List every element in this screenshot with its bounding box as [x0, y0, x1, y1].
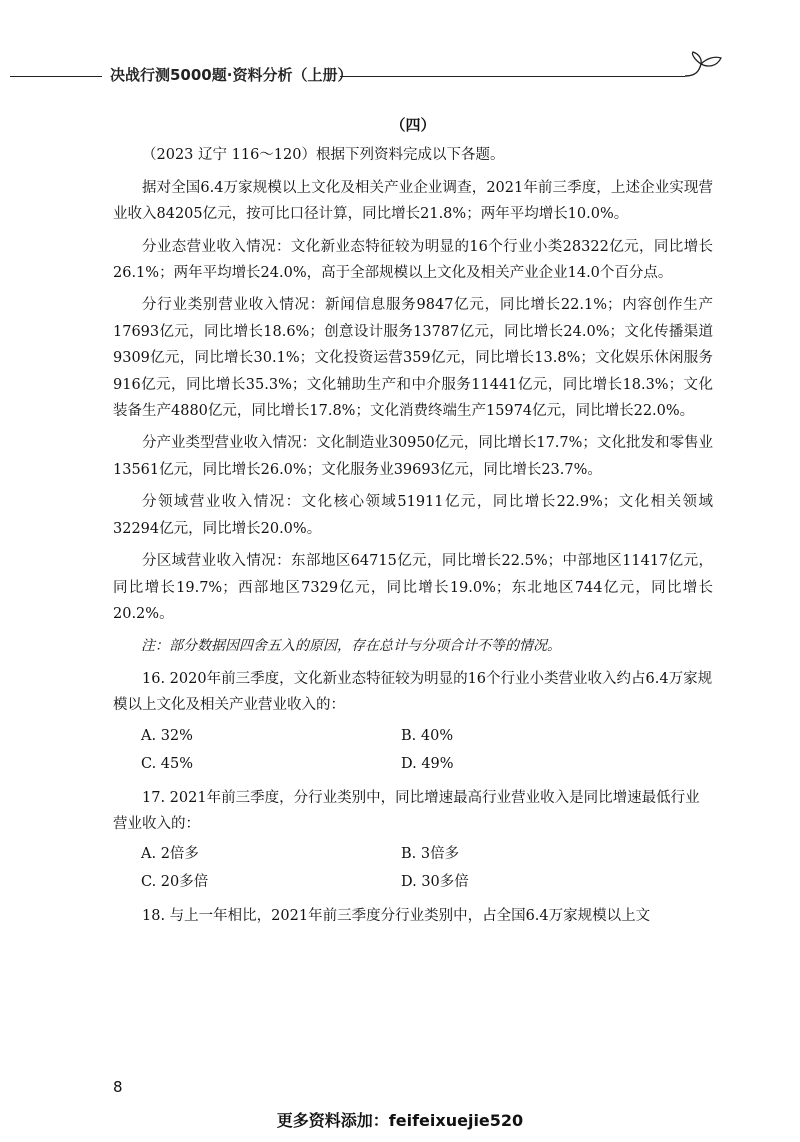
- question-16-options: [141, 723, 713, 779]
- question-18: 18. 与上一年相比，2021年前三季度分行业类别中，占全国6.4万家规模以上文: [142, 908, 651, 925]
- option-b: B. 40%: [401, 727, 454, 744]
- paragraph: 据对全国6.4万家规模以上文化及相关产业企业调查，2021年前三季度，上述企业实现营业收入84205亿元，按可比口径计算，同比增长21.8%；两年平均增长10.0%。: [113, 179, 713, 223]
- option-a: A. 32%: [141, 727, 193, 744]
- book-title: 决战行测5000题·资料分析（上册）: [110, 66, 353, 84]
- paragraph: 分行业类别营业收入情况：新闻信息服务9847亿元，同比增长22.1%；内容创作生产17693亿元，同比增长18.6%；创意设计服务13787亿元，同比增长24.0%；文化传播渠道9309亿元，同比增长30.1%；文化投资运营359亿元，同比增长13.8%；文化娱乐休闲服务916亿元，同比增长35.3%；文化辅助生产和中介服务11441亿元，同比增长18.3%；文化装备生产4880亿元，同比增长17.8%；文化消费终端生产15974亿元，同比增长22.0%。: [113, 297, 713, 420]
- question-17-options: [141, 841, 713, 897]
- header-rule-right: [340, 76, 685, 77]
- section-intro: （2023 辽宁 116～120）根据下列资料完成以下各题。: [142, 147, 505, 164]
- footer-contact: 更多资料添加：feifeixuejie520: [276, 1111, 524, 1130]
- header-rule-left: [10, 76, 102, 77]
- option-d: D. 49%: [401, 755, 454, 772]
- paragraph: 分业态营业收入情况：文化新业态特征较为明显的16个行业小类28322亿元，同比增长26.1%；两年平均增长24.0%，高于全部规模以上文化及相关产业企业14.0个百分点。: [113, 238, 713, 282]
- option-a: A. 2倍多: [141, 846, 199, 863]
- data-note: 注：部分数据因四舍五入的原因，存在总计与分项合计不等的情况。: [141, 638, 561, 655]
- question-17: 17. 2021年前三季度，分行业类别中，同比增速最高行业营业收入是同比增速最低行业营业收入的：: [113, 789, 700, 832]
- option-c: C. 45%: [141, 755, 194, 772]
- section-title: （四）: [390, 116, 436, 134]
- option-b: B. 3倍多: [401, 846, 460, 863]
- page-number: 8: [113, 1078, 123, 1096]
- page-content: [113, 112, 713, 934]
- sprout-icon: [683, 50, 725, 84]
- paragraph: 分产业类型营业收入情况：文化制造业30950亿元，同比增长17.7%；文化批发和零售业13561亿元，同比增长26.0%；文化服务业39693亿元，同比增长23.7%。: [113, 435, 713, 478]
- running-header: [0, 58, 800, 94]
- option-d: D. 30多倍: [401, 874, 469, 891]
- paragraph: 分区域营业收入情况：东部地区64715亿元，同比增长22.5%；中部地区11417亿元，同比增长19.7%；西部地区7329亿元，同比增长19.0%；东北地区744亿元，同比增长20.2%。: [113, 553, 713, 622]
- question-16: 16. 2020年前三季度，文化新业态特征较为明显的16个行业小类营业收入约占6.4万家规模以上文化及相关产业营业收入的：: [113, 670, 713, 714]
- option-c: C. 20多倍: [141, 874, 209, 891]
- paragraph: 分领域营业收入情况：文化核心领域51911亿元，同比增长22.9%；文化相关领域32294亿元，同比增长20.0%。: [113, 494, 713, 537]
